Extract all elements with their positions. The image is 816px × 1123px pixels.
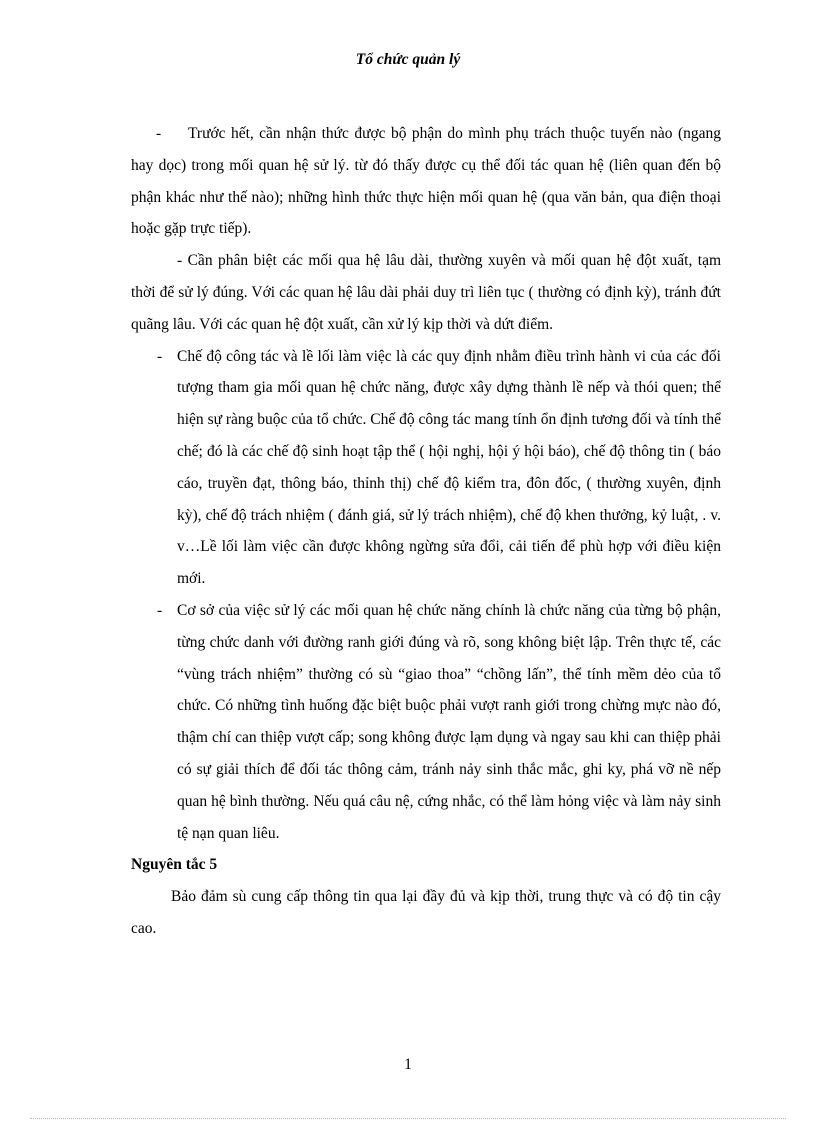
section-heading: Nguyên tắc 5 xyxy=(131,856,218,874)
paragraph-3: Bảo đảm sù cung cấp thông tin qua lại đầy đủ và kịp thời, trung thực và có độ tin cậy cao. xyxy=(131,888,721,937)
bullet-item-1-text: Chế độ công tác và lề lối làm việc là các quy định nhằm điều trình hành vi của các đối tượng tham gia mối quan hệ chức năng, được xây dựng thành lề nếp và thói quen; thể hiện sự ràng buộc của tổ chức. Chế độ công tác mang tính ổn định tương đối và tính thể chế; đó là các chế độ sinh hoạt tập thể ( hội nghị, hội ý hội báo), chế độ thông tin ( báo cáo, truyền đạt, thông báo, thỉnh thị) chế độ kiểm tra, đôn đốc, ( thường xuyên, định kỳ), chế độ trách nhiệm ( đánh giá, sử lý trách nhiệm), chế độ khen thưởng, kỷ luật, . v. v…Lề lối làm việc cần được không ngừng sửa đổi, cải tiến để phù hợp với điều kiện mới. xyxy=(177,347,721,588)
dash-marker: - xyxy=(156,125,162,142)
bullet-item-2-text: Cơ sở của việc sử lý các mối quan hệ chức năng chính là chức năng của từng bộ phận, từng chức danh với đường ranh giới đúng và rõ, song không biệt lập. Trên thực tế, các “vùng trách nhiệm” thường có sù “giao thoa” “chồng lấn”, thể tính mềm dẻo của tổ chức. Có những tình huống đặc biệt buộc phải vượt ranh giới trong chừng mực nào đó, thậm chí can thiệp vượt cấp; song không được lạm dụng và ngay sau khi can thiệp phải có sự giải thích để đối tác thông cảm, tránh nảy sinh thắc mắc, ghi ky, phá vỡ nề nếp quan hệ bình thường. Nếu quá câu nệ, cứng nhắc, có thể làm hỏng việc và làm nảy sinh tệ nạn quan liêu. xyxy=(177,601,721,842)
paragraph-2: - Cần phân biệt các mối qua hệ lâu dài, thường xuyên và mối quan hệ đột xuất, tạm thời để sử lý đúng. Với các quan hệ lâu dài phải duy trì liên tục ( thường có định kỳ), tránh đứt quãng lâu. Với các quan hệ đột xuất, cần xử lý kịp thời và dứt điểm. xyxy=(131,252,721,333)
page-bottom-divider xyxy=(30,1118,786,1119)
paragraph-1 xyxy=(131,118,721,245)
page-number: 1 xyxy=(404,1056,412,1073)
bullet-item-1 xyxy=(131,341,721,595)
paragraph-1-text: Trước hết, cần nhận thức được bộ phận do mình phụ trách thuộc tuyến nào (ngang hay dọc) trong mối quan hệ sử lý. từ đó thấy được cụ thể đối tác quan hệ (liên quan đến bộ phận khác như thế nào); những hình thức thực hiện mối quan hệ (qua văn bản, qua điện thoại hoặc gặp trực tiếp). xyxy=(131,125,721,238)
page-header-title: Tổ chức quản lý xyxy=(355,51,461,68)
bullet-dash: - xyxy=(157,347,163,365)
bullet-item-2 xyxy=(131,595,721,849)
document-body xyxy=(131,118,721,945)
bullet-dash: - xyxy=(157,601,163,619)
